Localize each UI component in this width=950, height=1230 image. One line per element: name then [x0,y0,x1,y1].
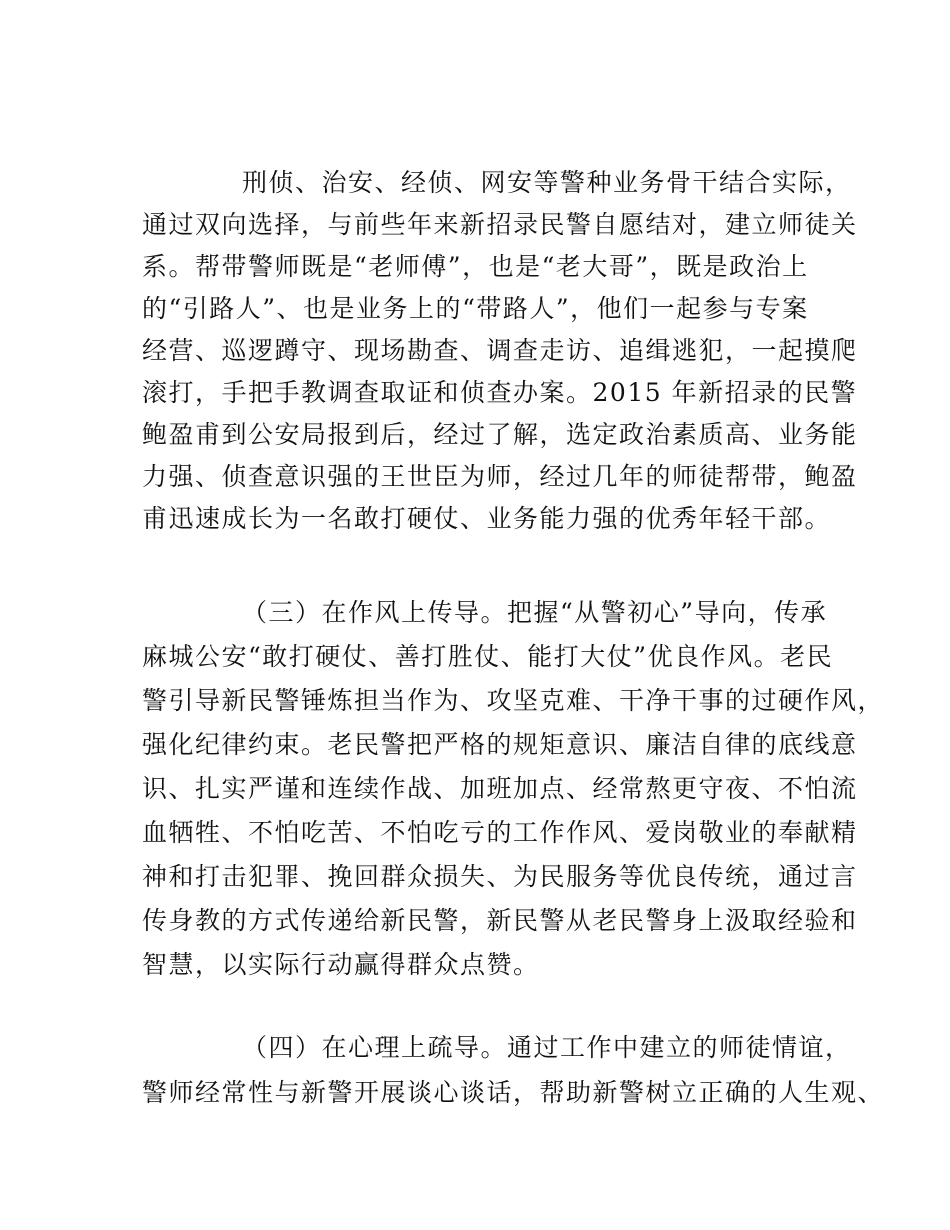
paragraph-1-line-4: 的“引路人”、也是业务上的“带路人”，他们一起参与专案 [142,294,809,323]
paragraph-2-line-3: 警引导新民警锤炼担当作为、攻坚克难、干净干事的过硬作风， [142,686,885,715]
paragraph-2-line-6: 血牺牲、不怕吃苦、不怕吃亏的工作作风、爱岗敬业的奉献精 [142,818,858,847]
paragraph-3-line-2: 警师经常性与新警开展谈心谈话，帮助新警树立正确的人生观、 [142,1078,885,1107]
paragraph-1-line-8: 力强、侦查意识强的王世臣为师，经过几年的师徒帮带，鲍盈 [142,462,858,491]
paragraph-2-line-4: 强化纪律约束。老民警把严格的规矩意识、廉洁自律的底线意 [142,730,858,759]
paragraph-3-line-1: （四）在心理上疏导。通过工作中建立的师徒情谊， [242,1033,852,1062]
paragraph-1-line-9: 甫迅速成长为一名敢打硬仗、业务能力强的优秀年轻干部。 [142,504,832,533]
paragraph-2-line-5: 识、扎实严谨和连续作战、加班加点、经常熬更守夜、不怕流 [142,774,858,803]
paragraph-1-line-5: 经营、巡逻蹲守、现场勘查、调查走访、追缉逃犯，一起摸爬 [142,336,858,365]
paragraph-1-line-7: 鲍盈甫到公安局报到后，经过了解，选定政治素质高、业务能 [142,420,858,449]
paragraph-2-line-7: 神和打击犯罪、挽回群众损失、为民服务等优良传统，通过言 [142,862,858,891]
paragraph-2-line-8: 传身教的方式传递给新民警，新民警从老民警身上汲取经验和 [142,906,858,935]
paragraph-1-line-1: 刑侦、治安、经侦、网安等警种业务骨干结合实际， [242,168,852,197]
paragraph-2-line-9: 智慧，以实际行动赢得群众点赞。 [142,950,540,979]
paragraph-1-line-3: 系。帮带警师既是“老师傅”，也是“老大哥”，既是政治上 [142,252,809,281]
paragraph-1-line-6: 滚打，手把手教调查取证和侦查办案。2015 年新招录的民警 [142,378,858,407]
paragraph-2-line-1: （三）在作风上传导。把握“从警初心”导向，传承 [242,598,828,627]
paragraph-2-line-2: 麻城公安“敢打硬仗、善打胜仗、能打大仗”优良作风。老民 [142,642,834,671]
paragraph-1-line-2: 通过双向选择，与前些年来新招录民警自愿结对，建立师徒关 [142,210,858,239]
